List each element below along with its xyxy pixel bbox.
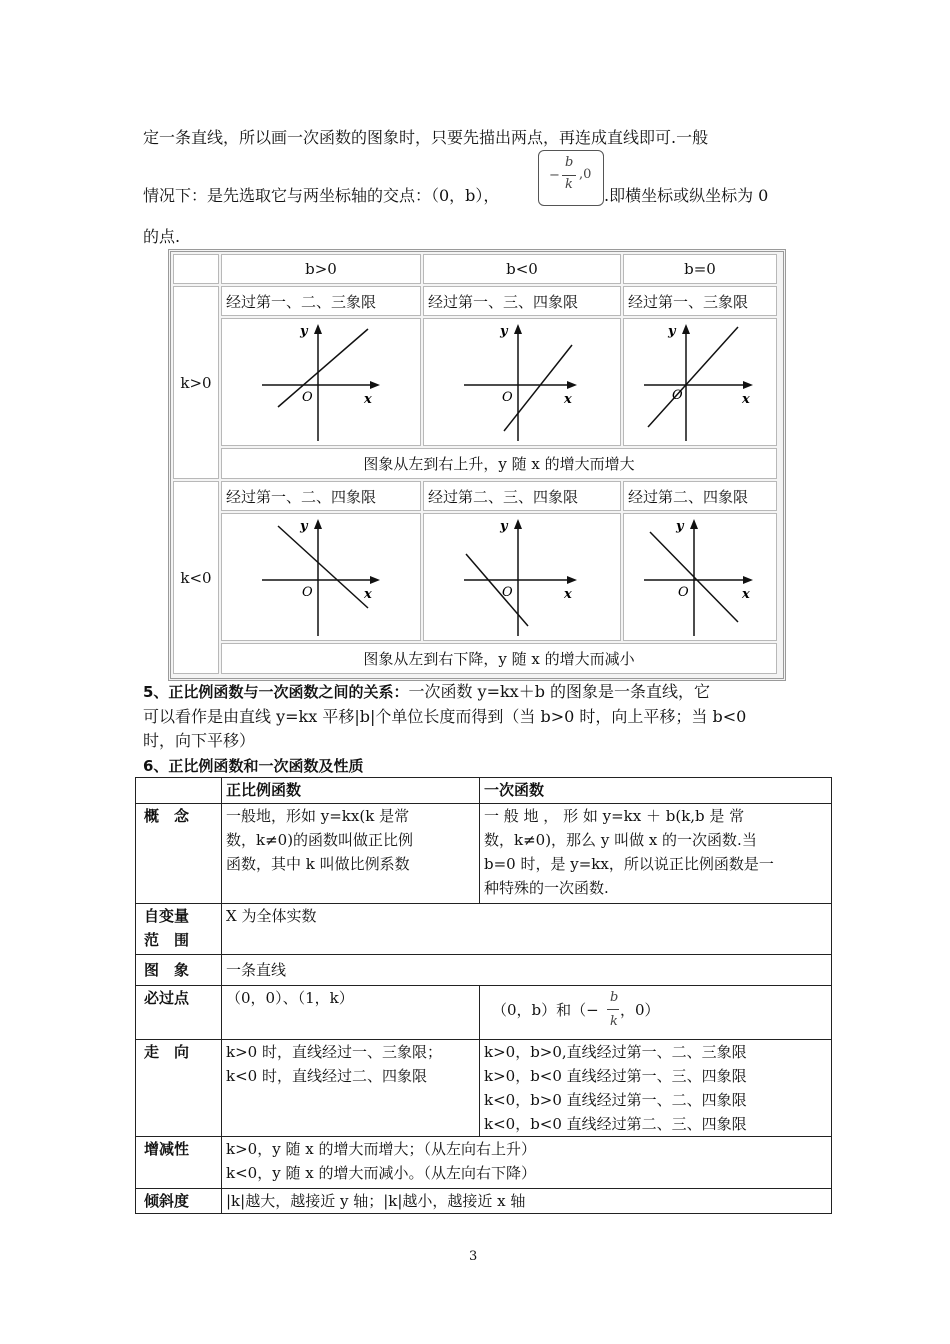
x-axis-arrow [743,576,753,584]
mono-line: k>0，y 随 x 的增大而增大；（从左向右上升） [226,1140,536,1158]
direction-label: 走 向 [135,1039,222,1137]
graph-k-neg-b-neg [423,513,621,641]
origin-label: O [502,390,513,405]
y-label: y [500,519,508,534]
x-axis-arrow [370,381,380,389]
graph-k-pos-b-neg [423,318,621,446]
concept-prop-line: 一般地，形如 y=kx(k 是常 [226,807,410,825]
corner-cell [173,254,219,284]
domain-label-line: 范 围 [144,931,190,949]
x-label: x [742,392,750,407]
y-axis-arrow [514,324,522,334]
y-label: y [500,324,508,339]
page-number: 3 [469,1249,478,1264]
point-linear-frac-k: k [610,1014,618,1029]
y-axis-arrow [314,519,322,529]
section5-heading: 5、正比例函数与一次函数之间的关系： [143,683,409,701]
graph-k-neg-b-pos [221,513,421,641]
quadrant-text: 经过第一、三、四象限 [423,286,621,316]
x-axis-arrow [567,576,577,584]
intro-line-3: 的点. [143,227,181,246]
point-linear-c: ，0） [620,1001,660,1019]
y-label: y [676,519,684,534]
quadrant-text: 经过第一、三象限 [623,286,777,316]
graph-k-neg-b-zero [623,513,777,641]
direction-linear-line: k<0，b>0 直线经过第一、二、四象限 [484,1091,747,1109]
col-header-b-pos: b>0 [221,254,421,284]
origin-label: O [302,390,313,405]
fraction-minus: − [549,168,560,183]
y-label: y [300,324,308,339]
concept-prop-line: 数，k≠0)的函数叫做正比例 [226,831,414,849]
intro-line-1: 定一条直线，所以画一次函数的图象时，只要先描出两点，再连成直线即可.一般 [143,128,709,147]
function-line [278,526,368,608]
direction-prop-line: k>0 时，直线经过一、三象限； [226,1043,442,1061]
direction-prop-line: k<0 时，直线经过二、四象限 [226,1067,427,1085]
col-header-b-neg: b<0 [423,254,621,284]
intro-line-2b: .即横坐标或纵坐标为 0 [604,186,769,205]
origin-label: O [672,388,683,403]
origin-label: O [502,585,513,600]
x-axis-arrow [370,576,380,584]
intercept-fraction [538,150,602,204]
origin-label: O [302,585,313,600]
header-proportional: 正比例函数 [221,777,480,804]
mono-label: 增减性 [135,1136,222,1189]
x-label: x [742,587,750,602]
y-axis-arrow [690,519,698,529]
summary-k-pos: 图象从左到右上升，y 随 x 的增大而增大 [221,448,777,479]
concept-label: 概 念 [135,803,222,904]
y-axis-arrow [314,324,322,334]
mono-line: k<0，y 随 x 的增大而减小。（从左向右下降） [226,1164,536,1182]
concept-linear-line: 种特殊的一次函数. [484,879,609,897]
x-label: x [364,587,372,602]
concept-linear-line: 一 般 地 ， 形 如 y=kx ＋ b(k,b 是 常 [484,807,745,825]
concept-linear [479,803,832,904]
y-axis-arrow [682,324,690,334]
direction-linear-line: k>0，b>0,直线经过第一、二、三象限 [484,1043,747,1061]
graph-value: 一条直线 [221,954,832,986]
concept-linear-line: 数，k≠0)，那么 y 叫做 x 的一次函数.当 [484,831,757,849]
x-axis-arrow [743,381,753,389]
header-linear: 一次函数 [479,777,832,804]
section5-text-3: 时，向下平移） [143,731,256,750]
direction-linear-line: k>0，b<0 直线经过第一、三、四象限 [484,1067,747,1085]
direction-linear-line: k<0，b<0 直线经过第二、三、四象限 [484,1115,747,1133]
point-proportional: （0，0）、（1，k） [221,985,480,1040]
graph-label: 图 象 [135,954,222,986]
section5-text-2: 可以看作是由直线 y=kx 平移|b|个单位长度而得到（当 b>0 时，向上平移；当 b<0 [143,707,747,726]
graph-k-pos-b-pos [221,318,421,446]
col-header-b-zero: b=0 [623,254,777,284]
summary-k-neg: 图象从左到右下降，y 随 x 的增大而减小 [221,643,777,674]
concept-prop-line: 函数，其中 k 叫做比例系数 [226,855,410,873]
y-axis-arrow [514,519,522,529]
direction-linear [479,1039,832,1137]
row-label-k-neg: k<0 [173,481,219,674]
fraction-bracket [538,150,604,206]
mono-value [221,1136,832,1189]
quadrant-text: 经过第二、三、四象限 [423,481,621,511]
x-label: x [564,392,572,407]
linear-function-graph-table [168,249,786,681]
quadrant-text: 经过第二、四象限 [623,481,777,511]
intro-line-2a: 情况下：是先选取它与两坐标轴的交点：（0，b）， [143,186,500,205]
quadrant-text: 经过第一、二、四象限 [221,481,421,511]
origin-label: O [678,585,689,600]
point-label: 必过点 [135,985,222,1040]
domain-label-line: 自变量 [144,907,190,925]
slope-label: 倾斜度 [135,1188,222,1214]
x-axis-arrow [567,381,577,389]
y-label: y [300,519,308,534]
fraction-zero: ,0 [579,167,592,182]
graph-k-pos-b-zero [623,318,777,446]
function-line [648,327,738,427]
domain-label [135,903,222,955]
point-linear [479,985,832,1040]
function-line [278,329,368,407]
concept-linear-line: b=0 时，是 y=kx，所以说正比例函数是一 [484,855,774,873]
section5-text-1: 一次函数 y=kx＋b 的图象是一条直线，它 [408,682,711,701]
fraction-numerator: b [565,155,574,170]
y-label: y [668,324,676,339]
concept-proportional [221,803,480,904]
function-line [504,345,572,431]
fraction-denominator: k [565,177,573,192]
row-label-k-pos: k>0 [173,286,219,479]
quadrant-text: 经过第一、二、三象限 [221,286,421,316]
point-linear-a: （0，b）和（− [492,1001,599,1019]
function-properties-table [135,777,832,1214]
section5-line-1 [143,682,710,702]
t2-corner [135,777,222,804]
slope-value: |k|越大，越接近 y 轴；|k|越小，越接近 x 轴 [221,1188,832,1214]
domain-value: X 为全体实数 [221,903,832,955]
direction-proportional [221,1039,480,1137]
section6-heading: 6、正比例函数和一次函数及性质 [143,757,364,775]
intro-line-2 [143,186,499,206]
point-linear-frac-b: b [610,990,619,1005]
x-label: x [364,392,372,407]
x-label: x [564,587,572,602]
